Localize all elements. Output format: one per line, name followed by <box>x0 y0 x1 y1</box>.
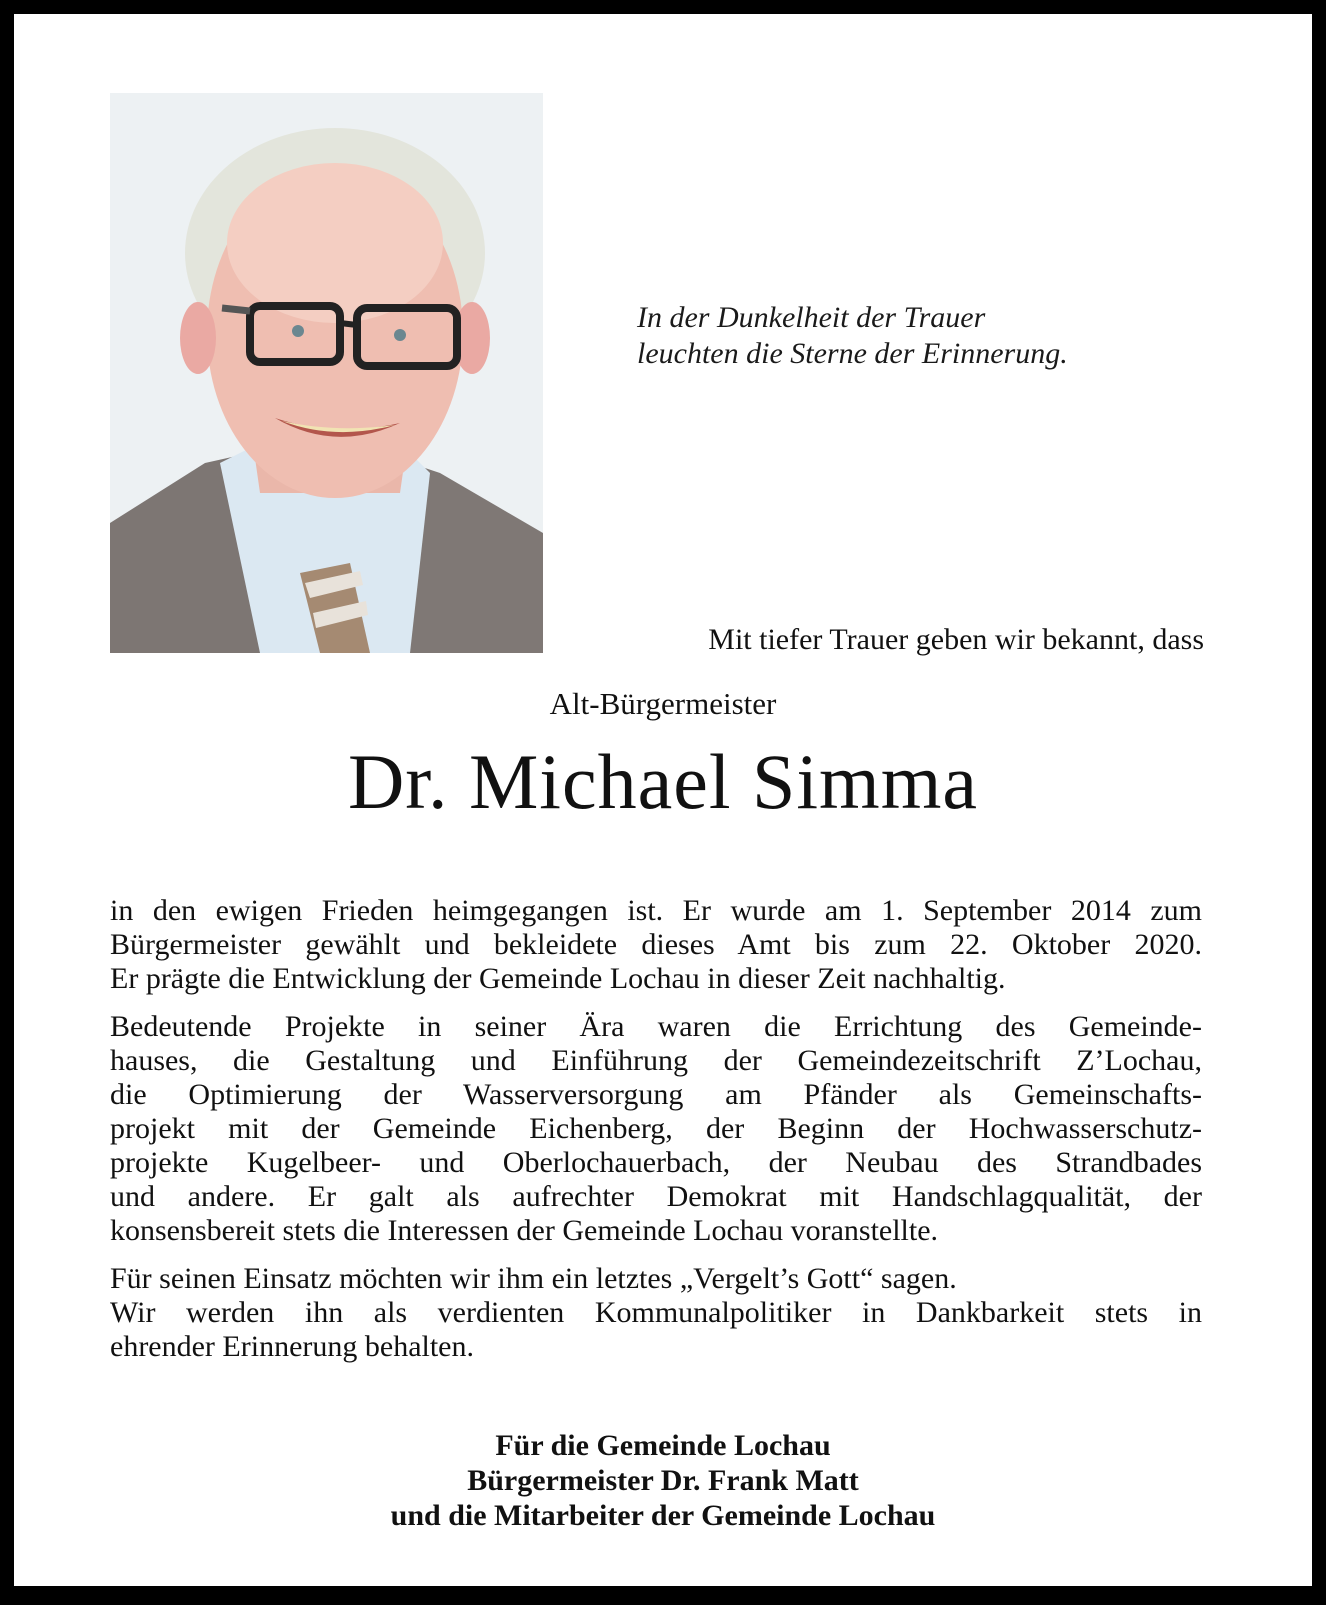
body-line: und andere. Er galt als aufrechter Demokrat mit Handschlagqualität, der <box>110 1180 1202 1213</box>
paragraph-projects <box>110 1010 1202 1248</box>
obituary-page <box>14 14 1312 1586</box>
quote-line: In der Dunkelheit der Trauer <box>637 301 986 334</box>
body-line: Bedeutende Projekte in seiner Ära waren die Errichtung des Gemeinde- <box>110 1010 1202 1043</box>
body-line: konsensbereit stets die Interessen der Gemeinde Lochau voranstellte. <box>110 1214 939 1247</box>
body-line: hauses, die Gestaltung und Einführung der Gemeindezeitschrift Z’Lochau, <box>110 1044 1202 1077</box>
obituary-body <box>110 894 1202 1378</box>
body-line: Wir werden ihn als verdienten Kommunalpolitiker in Dankbarkeit stets in <box>110 1296 1202 1329</box>
paragraph-service <box>110 894 1202 996</box>
body-line: Er prägte die Entwicklung der Gemeinde Lochau in dieser Zeit nachhaltig. <box>110 962 1006 995</box>
announcement-text: Mit tiefer Trauer geben wir bekannt, dass <box>708 623 1204 656</box>
body-line: ehrender Erinnerung behalten. <box>110 1330 474 1363</box>
deceased-name: Dr. Michael Simma <box>347 738 979 825</box>
quote-line: leuchten die Sterne der Erinnerung. <box>637 337 1068 370</box>
memorial-quote <box>637 300 1068 372</box>
portrait-image <box>110 93 543 653</box>
body-line: die Optimierung der Wasserversorgung am Pfänder als Gemeinschafts- <box>110 1078 1202 1111</box>
signature-line: und die Mitarbeiter der Gemeinde Lochau <box>390 1499 936 1532</box>
body-line: in den ewigen Frieden heimgegangen ist. Er wurde am 1. September 2014 zum <box>110 894 1202 927</box>
signature-line: Bürgermeister Dr. Frank Matt <box>467 1464 859 1497</box>
honorific-text: Alt-Bürgermeister <box>549 686 777 721</box>
signature-block <box>14 1428 1312 1533</box>
paragraph-thanks <box>110 1262 1202 1364</box>
honorific-title <box>14 685 1312 723</box>
body-line: projekt mit der Gemeinde Eichenberg, der Beginn der Hochwasserschutz- <box>110 1112 1202 1145</box>
body-line: projekte Kugelbeer- und Oberlochauerbach, der Neubau des Strandbades <box>110 1146 1202 1179</box>
signature-line: Für die Gemeinde Lochau <box>495 1429 831 1462</box>
portrait-photo <box>110 93 543 653</box>
body-line: Bürgermeister gewählt und bekleidete dieses Amt bis zum 22. Oktober 2020. <box>110 928 1202 961</box>
body-line: Für seinen Einsatz möchten wir ihm ein letztes „Vergelt’s Gott“ sagen. <box>110 1262 957 1295</box>
